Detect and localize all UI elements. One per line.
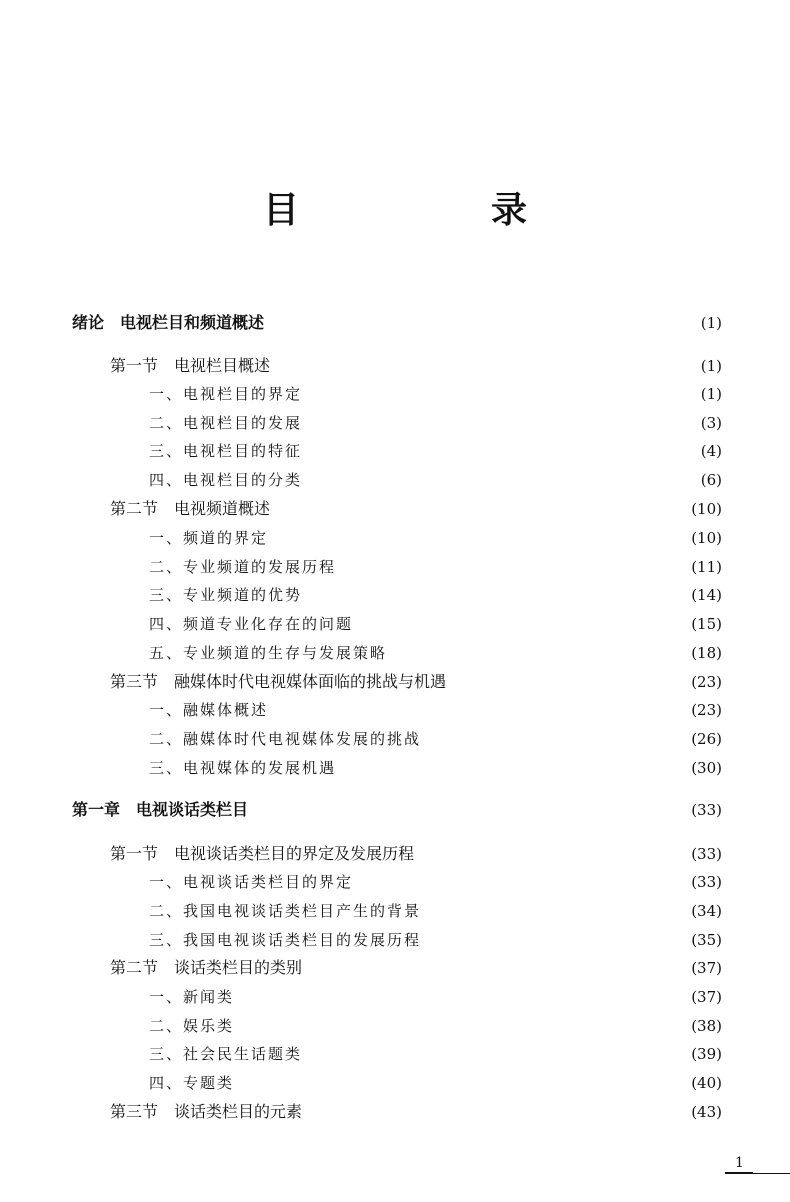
toc-page-number: (33) [691,873,722,891]
toc-leader-dots [276,354,695,378]
toc-page-number: (15) [691,615,722,633]
toc-subsection-row [149,899,722,923]
toc-entry-label [149,468,302,492]
toc-entry-title: 四、专题类 [149,1074,235,1092]
toc-page-number: (43) [691,1103,722,1121]
toc-entry-title: 二、电视栏目的发展 [149,414,303,432]
toc-leader-dots [308,583,685,607]
toc-entry-label [149,985,234,1009]
toc-page-number: (1) [700,314,722,332]
toc-page-number: (1) [700,357,722,375]
toc-entry-label [149,555,336,579]
toc-entry-title: 三、专业频道的优势 [149,586,303,604]
toc-entry-prefix: 第三节 [110,1102,159,1121]
toc-entry-prefix: 第一章 [72,800,121,819]
toc-page-number: (33) [691,845,722,863]
toc-subsection-row [149,439,722,463]
toc-chapter-row [72,311,722,335]
toc-page-number: (39) [691,1045,722,1063]
toc-entry-title: 三、电视栏目的特征 [149,442,303,460]
toc-entry-title: 一、电视谈话类栏目的界定 [149,873,354,891]
toc-subsection-row [149,1014,722,1038]
toc-leader-dots [427,928,685,952]
toc-entry-label [149,641,387,665]
toc-entry-title: 三、社会民生话题类 [149,1045,303,1063]
toc-entry-label [149,1042,302,1066]
toc-leader-dots [452,670,685,694]
toc-entry-label [110,1100,302,1124]
toc-entry-label [149,870,353,894]
toc-chapter-row [72,798,722,822]
toc-page-number: (26) [691,730,722,748]
toc-entry-label [149,1014,234,1038]
toc-leader-dots [274,698,685,722]
toc-section-row [110,354,722,378]
toc-entry-title: 电视频道概述 [174,499,271,518]
toc-leader-dots [427,899,685,923]
toc-entry-title: 二、我国电视谈话类栏目产生的背景 [149,902,422,920]
toc-entry-title: 电视谈话类栏目 [136,800,249,819]
toc-entry-label [149,411,302,435]
toc-subsection-row [149,468,722,492]
toc-leader-dots [276,497,685,521]
toc-page-number: (4) [700,442,722,460]
toc-subsection-row [149,870,722,894]
toc-entry-label [149,583,302,607]
toc-leader-dots [308,382,695,406]
toc-entry-label [72,311,264,335]
toc-leader-dots [308,1042,685,1066]
toc-leader-dots [420,842,685,866]
toc-page-number: (18) [691,644,722,662]
toc-leader-dots [274,526,685,550]
toc-leader-dots [308,468,695,492]
toc-entry-prefix: 第一节 [110,356,159,375]
toc-section-row [110,1100,722,1124]
toc-entry-label [149,698,268,722]
toc-page-number: (37) [691,988,722,1006]
toc-entry-label [110,956,302,980]
toc-entry-title: 电视栏目概述 [174,356,271,375]
toc-leader-dots [359,612,685,636]
toc-entry-label [149,928,421,952]
toc-leader-dots [270,311,695,335]
toc-leader-dots [240,1071,685,1095]
toc-subsection-row [149,698,722,722]
toc-entry-title: 一、新闻类 [149,988,235,1006]
toc-subsection-row [149,928,722,952]
toc-entry-prefix: 绪论 [72,313,105,332]
toc-page-number: (6) [700,471,722,489]
toc-entry-label [149,727,421,751]
toc-entry-title: 四、频道专业化存在的问题 [149,615,354,633]
toc-leader-dots [254,798,685,822]
toc-leader-dots [342,756,685,780]
toc-leader-dots [342,555,685,579]
toc-page-number: (34) [691,902,722,920]
toc-entry-label [149,526,268,550]
toc-leader-dots [308,956,685,980]
footer-rule-thin [753,1173,790,1174]
toc-subsection-row [149,641,722,665]
toc-subsection-row [149,612,722,636]
page-footer [725,1153,790,1173]
toc-subsection-row [149,382,722,406]
toc-leader-dots [240,1014,685,1038]
toc-subsection-row [149,583,722,607]
toc-entry-title: 二、娱乐类 [149,1017,235,1035]
toc-entry-title: 五、专业频道的生存与发展策略 [149,644,388,662]
toc-page-number: (35) [691,931,722,949]
toc-entry-title: 四、电视栏目的分类 [149,471,303,489]
toc-entry-title: 一、电视栏目的界定 [149,385,303,403]
toc-entry-title: 电视栏目和频道概述 [120,313,265,332]
toc-leader-dots [308,439,695,463]
toc-page-number: (10) [691,529,722,547]
toc-entry-title: 二、专业频道的发展历程 [149,558,337,576]
page-title: 目 录 [262,190,605,231]
toc-entry-prefix: 第二节 [110,499,159,518]
toc-entry-label [110,670,446,694]
toc-subsection-row [149,1042,722,1066]
toc-leader-dots [359,870,685,894]
toc-page-number: (1) [700,385,722,403]
toc-entry-title: 电视谈话类栏目的界定及发展历程 [174,844,415,863]
toc-entry-label [110,354,270,378]
toc-entry-title: 三、我国电视谈话类栏目的发展历程 [149,931,422,949]
toc-subsection-row [149,526,722,550]
toc-section-row [110,497,722,521]
toc-section-row [110,956,722,980]
toc-entry-title: 谈话类栏目的元素 [174,1102,303,1121]
toc-page-number: (33) [691,801,722,819]
toc-page-number: (23) [691,673,722,691]
toc-leader-dots [393,641,685,665]
toc-page-number: (30) [691,759,722,777]
toc-entry-title: 一、融媒体概述 [149,701,269,719]
toc-entry-title: 二、融媒体时代电视媒体发展的挑战 [149,730,422,748]
toc-entry-title: 三、电视媒体的发展机遇 [149,759,337,777]
toc-entry-label [110,842,414,866]
toc-leader-dots [427,727,685,751]
page-number: 1 [735,1155,744,1171]
toc-entry-prefix: 第三节 [110,672,159,691]
toc-subsection-row [149,727,722,751]
toc-page-number: (37) [691,959,722,977]
toc-page-number: (11) [691,558,722,576]
toc-subsection-row [149,985,722,1009]
toc-section-row [110,670,722,694]
toc-entry-label [149,1071,234,1095]
toc-entry-label [72,798,248,822]
toc-entry-label [149,382,302,406]
toc-entry-label [110,497,270,521]
toc-entry-title: 一、频道的界定 [149,529,269,547]
toc-page-number: (10) [691,500,722,518]
toc-subsection-row [149,411,722,435]
toc-subsection-row [149,1071,722,1095]
toc-leader-dots [308,411,695,435]
toc-entry-label [149,899,421,923]
toc-subsection-row [149,555,722,579]
toc-entry-label [149,439,302,463]
toc-section-row [110,842,722,866]
footer-rule-thick [725,1172,753,1174]
toc-leader-dots [308,1100,685,1124]
toc-subsection-row [149,756,722,780]
toc-entry-label [149,756,336,780]
toc-leader-dots [240,985,685,1009]
toc-page-number: (40) [691,1074,722,1092]
toc-entry-label [149,612,353,636]
toc-entry-title: 谈话类栏目的类别 [174,958,303,977]
toc-entry-prefix: 第一节 [110,844,159,863]
toc-entry-prefix: 第二节 [110,958,159,977]
toc-entry-title: 融媒体时代电视媒体面临的挑战与机遇 [174,672,447,691]
toc-page-number: (3) [700,414,722,432]
toc-page-number: (38) [691,1017,722,1035]
toc-page-number: (14) [691,586,722,604]
toc-page-number: (23) [691,701,722,719]
